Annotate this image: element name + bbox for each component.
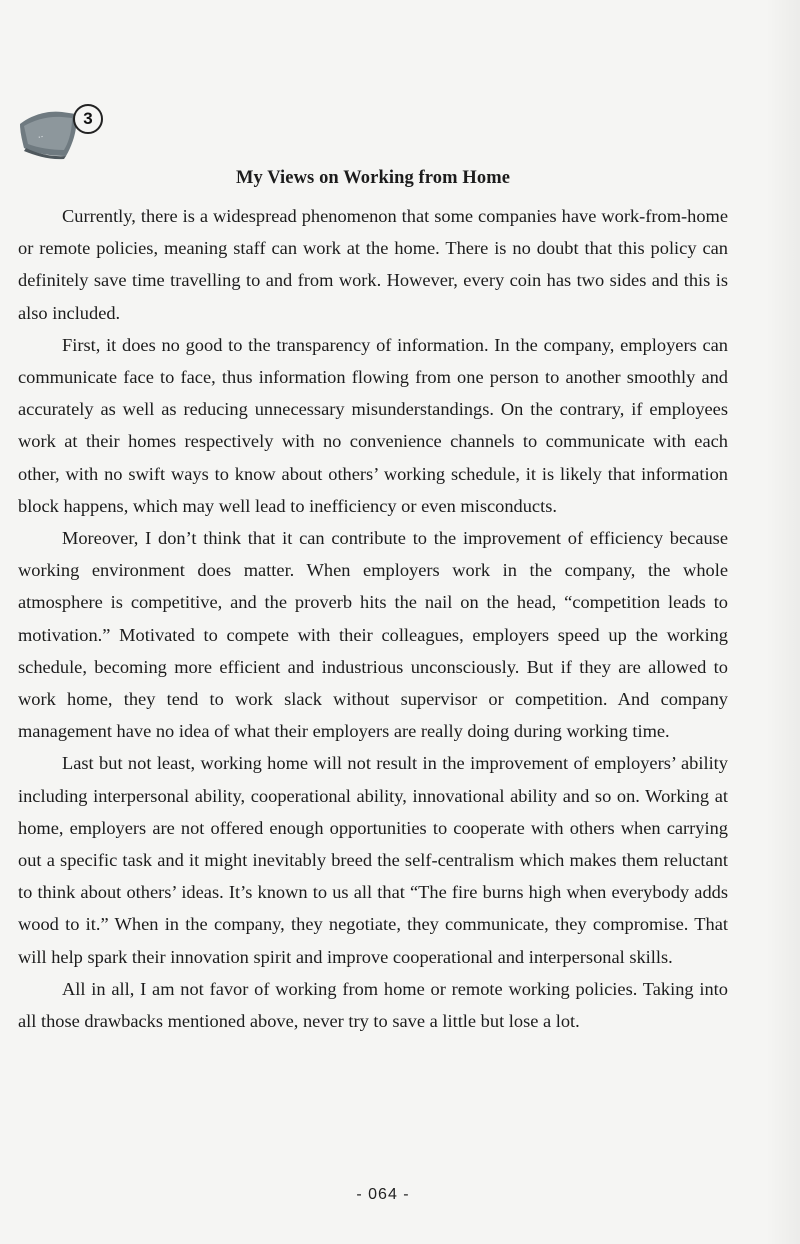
paragraph-3: Moreover, I don’t think that it can contribute to the improvement of efficiency because working environment does matter. When employers work in the company, the whole atmosphere is competitive, and the proverb hits the nail on the head, “competition leads to motivation.” Motivated to compete with their colleagues, employers speed up the working schedule, becoming more efficient and industrious unconsciously. But if they are allowed to work home, they tend to work slack without supervisor or competition. And company management have no idea of what their employers are really doing during working time.	[18, 528, 728, 742]
paragraph-1: Currently, there is a widespread phenomenon that some companies have work-from-home or remote policies, meaning staff can work at the home. There is no doubt that this policy can definitely save time travelling to and from work. However, every coin has two sides and this is also included.	[18, 206, 728, 323]
paragraph-5: All in all, I am not favor of working from home or remote working policies. Taking into all those drawbacks mentioned above, never try to save a little but lose a lot.	[18, 978, 728, 1032]
paragraph-4: Last but not least, working home will not result in the improvement of employers’ ability including interpersonal ability, cooperational ability, innovational ability and so on. Working at home, employers are not offered enough opportunities to cooperate with others when carrying out a specific task and it might inevitably breed the self-centralism which makes them reluctant to think about others’ ideas. It’s known to us all that “The fire burns high when everybody adds wood to it.” When in the company, they negotiate, they communicate, they compromise. That will help spark their innovation spirit and improve cooperational and interpersonal skills.	[18, 753, 728, 967]
essay-title: My Views on Working from Home	[235, 168, 511, 188]
page-number: - 064 -	[356, 1186, 410, 1203]
essay-body	[18, 200, 728, 1037]
paragraph-2: First, it does no good to the transparency of information. In the company, employers can communicate face to face, thus information flowing from one person to another smoothly and accurately as well as reducing unnecessary misunderstandings. On the contrary, if employees work at their homes respectively with no convenience channels to communicate with each other, with no swift ways to know about others’ working schedule, it is likely that information block happens, which may well lead to inefficiency or even misconducts.	[18, 334, 728, 516]
svg-text:..: ..	[36, 129, 45, 141]
section-number: 3	[73, 104, 103, 134]
page-edge-shading	[766, 0, 800, 1244]
